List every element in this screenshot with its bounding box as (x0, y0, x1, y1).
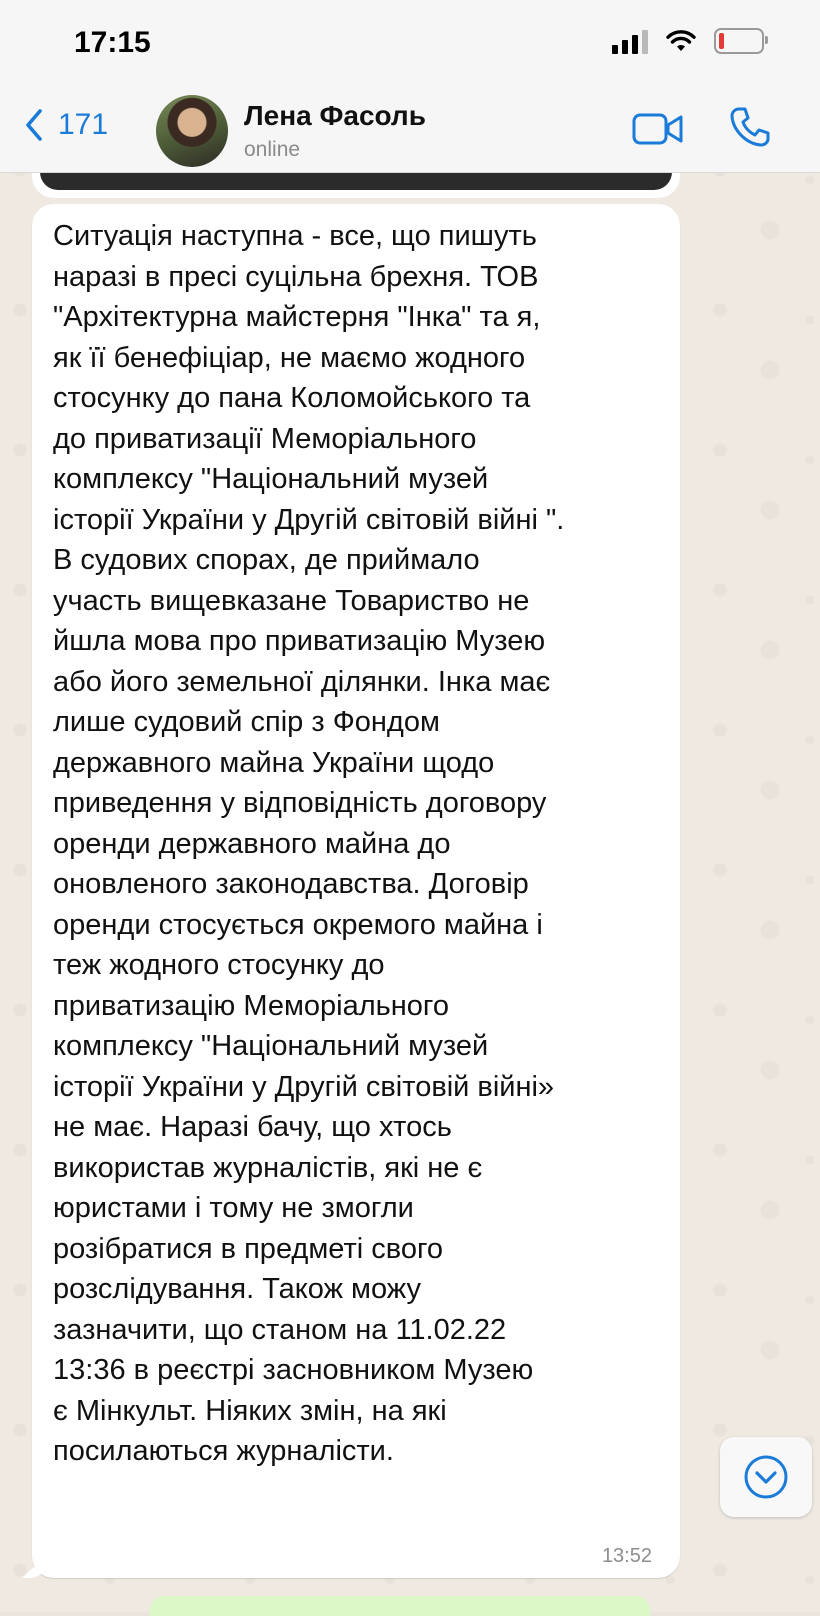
voice-call-button[interactable] (730, 106, 770, 153)
status-time: 17:15 (74, 26, 151, 59)
phone-icon (730, 106, 770, 148)
battery-icon (714, 28, 764, 54)
avatar[interactable] (156, 95, 228, 167)
unread-count: 171 (58, 108, 109, 141)
wifi-icon (666, 29, 696, 53)
video-call-icon (632, 112, 684, 146)
message-time: 13:52 (601, 1545, 652, 1567)
cellular-signal-icon (612, 28, 648, 54)
chat-header (0, 0, 820, 173)
video-call-button[interactable] (632, 112, 684, 151)
next-message-bubble (150, 1596, 650, 1616)
message-bubble[interactable] (32, 204, 680, 1578)
contact-status: online (244, 138, 301, 161)
scroll-to-bottom-button[interactable] (720, 1437, 812, 1517)
chevron-left-icon (24, 108, 44, 142)
message-text: Ситуація наступна - все, що пишуть наразі в пресі суцільна брехня. ТОВ "Архітектурна майстерня "Інка" та я, як її бенефіціар, не маємо жодного стосунку до пана Коломойського та до приватизації Меморіального комплексу "Національний музей історії України у Другій світовій війні ". В судових спорах, де приймало участь вищевказане Товариство не йшла мова про приватизацію Музею або його земельної ділянки. Інка має лише судовий спір з Фондом державного майна України щодо приведення у відповідність договору оренди державного майна до оновленого законодавства. Договір оренди стосується окремого майна і теж жодного стосунку до приватизацію Меморіального комплексу "Національний музей історії України у Другій світовій війні» не має. Наразі бачу, що хтось використав журналістів, які не є юристами і тому не змогли розібратися в предметі свого розслідування. Також можу зазначити, що станом на 11.02.22 13:36 в реєстрі засновником Музею є Мінкульт. Ніяких змін, на які посилаються журналісти. (53, 220, 565, 1467)
chevron-down-circle-icon (742, 1453, 790, 1501)
back-button[interactable] (24, 108, 108, 142)
status-icons (612, 28, 764, 54)
contact-name[interactable]: Лена Фасоль (244, 100, 426, 131)
